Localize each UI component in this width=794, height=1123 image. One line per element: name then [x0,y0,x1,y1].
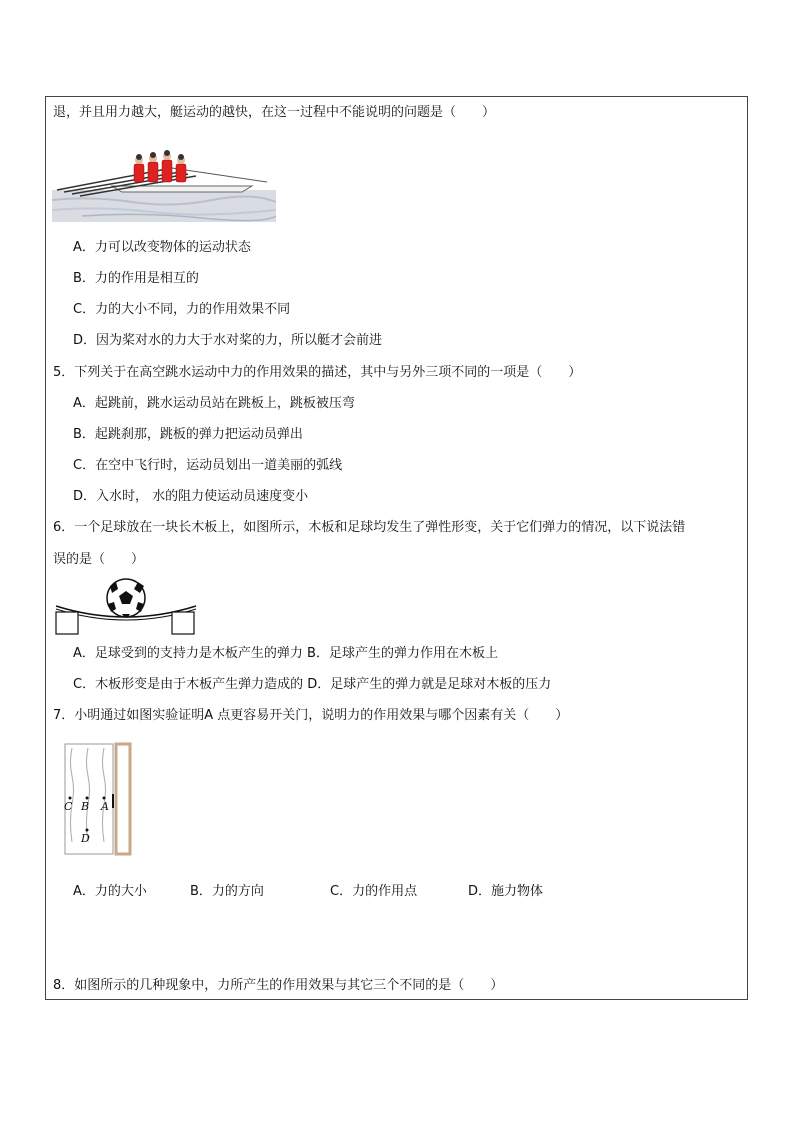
q6-stem-line2: 误的是（ ） [53,552,145,567]
q5-option-a: A．起跳前，跳水运动员站在跳板上，跳板被压弯 [73,396,355,411]
football-on-board-figure [54,576,198,638]
q4-option-a: A．力可以改变物体的运动状态 [73,240,251,255]
q4-option-b: B．力的作用是相互的 [73,271,199,286]
q6-stem-line1: 6．一个足球放在一块长木板上，如图所示，木板和足球均发生了弹性形变，关于它们弹力的情况，以下说法错 [53,520,686,535]
point-d-label: D [81,832,90,845]
q4-stem-tail: 退，并且用力越大，艇运动的越快，在这一过程中不能说明的问题是（ ） [53,105,496,120]
q6-options-row1: A．足球受到的支持力是木板产生的弹力 B．足球产生的弹力作用在木板上 [73,646,498,661]
q5-option-c: C．在空中飞行时，运动员划出一道美丽的弧线 [73,458,343,473]
q7-option-d: D．施力物体 [468,884,544,899]
door-figure [60,742,134,856]
q4-option-d: D．因为桨对水的力大于水对桨的力，所以艇才会前进 [73,333,383,348]
q7-option-a: A．力的大小 [73,884,147,899]
point-b-label: B [81,800,90,813]
q7-option-b: B．力的方向 [190,884,264,899]
q5-stem: 5．下列关于在高空跳水运动中力的作用效果的描述，其中与另外三项不同的一项是（ ） [53,365,582,380]
point-a-label: A [101,800,109,813]
rowing-boat-image [52,142,276,222]
point-c-label: C [64,800,73,813]
question-frame [45,96,748,1000]
q7-stem: 7．小明通过如图实验证明A 点更容易开关门，说明力的作用效果与哪个因素有关（ ） [53,708,569,723]
q7-option-c: C．力的作用点 [330,884,418,899]
q5-option-b: B．起跳刹那，跳板的弹力把运动员弹出 [73,427,303,442]
door-outline-drawing [60,742,134,856]
q6-options-row2: C．木板形变是由于木板产生弹力造成的 D．足球产生的弹力就是足球对木板的压力 [73,677,552,692]
q5-option-d: D．入水时， 水的阻力使运动员速度变小 [73,489,309,504]
q4-option-c: C．力的大小不同，力的作用效果不同 [73,302,291,317]
q8-stem: 8．如图所示的几种现象中，力所产生的作用效果与其它三个不同的是（ ） [53,978,504,993]
football-icon [107,579,145,617]
